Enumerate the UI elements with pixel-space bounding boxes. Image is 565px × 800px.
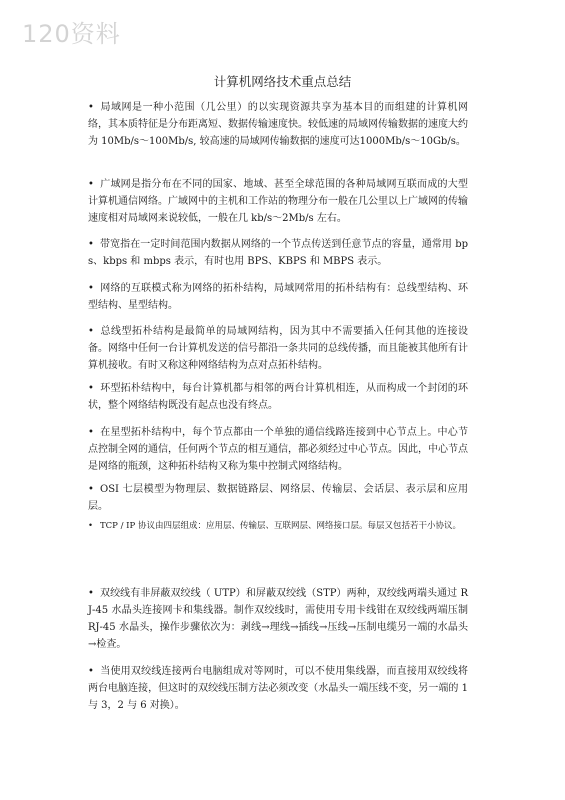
paragraph-crossover-cable: [88, 663, 468, 714]
paragraph-twisted-pair: [88, 585, 468, 653]
paragraph-text: TCP / IP 协议由四层组成：应用层、传输层、互联网层、网络接口层。每层又包括若干小协议。: [100, 521, 461, 531]
bullet-icon: •: [88, 102, 94, 113]
bullet-icon: •: [88, 427, 94, 438]
paragraph-ring-topology: [88, 380, 468, 414]
bullet-icon: •: [88, 283, 94, 294]
paragraph-bandwidth: [88, 236, 468, 270]
bullet-icon: •: [88, 521, 94, 531]
paragraph-text: 广域网是指分布在不同的国家、地域、甚至全球范围的各种局域网互联而成的大型计算机通信网络。广域网中的主机和工作站的物理分布一般在几公里以上广域网的传输速度相对局域网来说较低，一般在几 kb/s～2Mb/s 左右。: [88, 179, 468, 224]
paragraph-text: 网络的互联模式称为网络的拓朴结构，局域网常用的拓朴结构有：总线型结构、环型结构、星型结构。: [88, 283, 468, 311]
bullet-icon: •: [88, 179, 94, 190]
paragraph-text: 当使用双绞线连接两台电脑组成对等网时，可以不使用集线器，而直接用双绞线将两台电脑连接，但这时的双绞线压制方法必须改变（水晶头一端压线不变，另一端的 1 与 3，2 与 6 对换）。: [88, 666, 468, 711]
paragraph-text: 总线型拓朴结构是最简单的局域网结构，因为其中不需要插入任何其他的连接设备。网络中任何一台计算机发送的信号都沿一条共同的总线传播，而且能被其他所有计算机接收。有时又称这种网络结构为点对点拓朴结构。: [88, 326, 468, 371]
paragraph-bus-topology: [88, 323, 468, 374]
document-title: 计算机网络技术重点总结: [213, 74, 352, 89]
bullet-icon: •: [88, 326, 94, 337]
paragraph-topology: [88, 280, 468, 314]
paragraph-text: 在星型拓朴结构中，每个节点都由一个单独的通信线路连接到中心节点上。中心节点控制全网的通信，任何两个节点的相互通信，都必须经过中心节点。因此，中心节点是网络的瓶颈，这种拓朴结构又称为集中控制式网络结构。: [88, 427, 468, 472]
paragraph-lan: [88, 99, 468, 150]
watermark-logo: 120资料: [22, 20, 121, 48]
paragraph-star-topology: [88, 424, 468, 475]
bullet-icon: •: [88, 239, 94, 250]
paragraph-wan: [88, 176, 468, 227]
bullet-icon: •: [88, 484, 94, 495]
paragraph-tcp-ip: [88, 519, 468, 534]
paragraph-osi-model: [88, 481, 468, 515]
bullet-icon: •: [88, 588, 94, 599]
paragraph-text: 局域网是一种小范围（几公里）的以实现资源共享为基本目的而组建的计算机网络，其本质特征是分布距离短、数据传输速度快。较低速的局域网传输数据的速度大约为 10Mb/s～100Mb/s, 较高速的局域网传输数据的速度可达1000Mb/s～10Gb/s。: [88, 102, 468, 147]
bullet-icon: •: [88, 666, 94, 677]
paragraph-text: 双绞线有非屏蔽双绞线（ UTP）和屏蔽双绞线（STP）两种，双绞线两端头通过 RJ-45 水晶头连接网卡和集线器。制作双绞线时，需使用专用卡线钳在双绞线两端压制 RJ-45 水晶头，操作步骤依次为：剥线→理线→插线→压线→压制电缆另一端的水晶头→检查。: [88, 588, 468, 650]
paragraph-text: 带宽指在一定时间范围内数据从网络的一个节点传送到任意节点的容量，通常用 bps、kbps 和 mbps 表示，有时也用 BPS、KBPS 和 MBPS 表示。: [88, 239, 468, 267]
paragraph-text: 环型拓朴结构中，每台计算机都与相邻的两台计算机相连，从而构成一个封闭的环状，整个网络结构既没有起点也没有终点。: [88, 383, 468, 411]
bullet-icon: •: [88, 383, 94, 394]
paragraph-text: OSI 七层模型为物理层、数据链路层、网络层、传输层、会话层、表示层和应用层。: [88, 484, 468, 512]
